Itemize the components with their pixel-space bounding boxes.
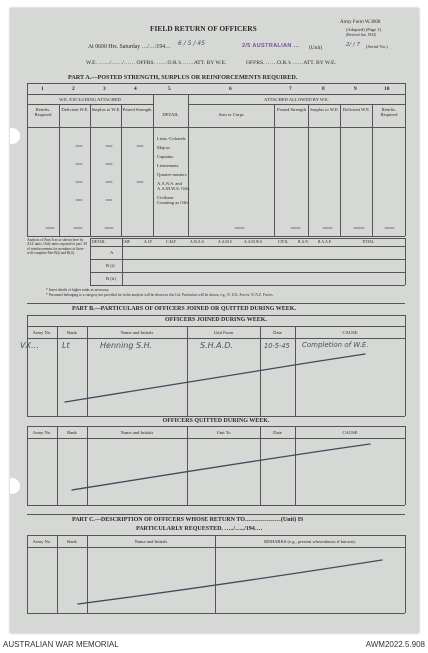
column-number: 10 — [384, 86, 390, 92]
header-deficient-att: Deficient W.E. — [342, 107, 371, 112]
header-reinfts-att: Reinfts. Required — [380, 107, 398, 118]
form-title: FIELD RETURN OF OFFICERS — [150, 24, 257, 33]
analysis-header: CIVIL — [278, 240, 289, 244]
part-c-heading: PART C.—DESCRIPTION OF OFFICERS WHOSE RETURN TO………………(Unit) IS — [72, 517, 304, 523]
pencil-dashes — [10, 8, 419, 248]
part-c-header: Name and Initials — [134, 539, 168, 544]
date-line: At 0600 Hrs. Saturday …/…/194… — [88, 44, 171, 50]
joined-cause: Completion of W.E. — [302, 341, 369, 349]
footnote-1: * Insert details of higher ranks as necessary. — [46, 288, 110, 292]
analysis-header: R.A.A.F. — [318, 240, 332, 244]
part-b-heading: PART B.—PARTICULARS OF OFFICERS JOINED OR QUITTED DURING WEEK. — [72, 306, 296, 312]
analysis-row-label: B (i) — [106, 263, 115, 268]
group-header-left: W.E. EXCLUDING ATTACHED — [59, 97, 121, 102]
rank-label: Captains — [157, 154, 174, 159]
header-posted-strength-att: Posted Strength — [277, 107, 306, 112]
column-number: 8 — [322, 86, 325, 92]
rank-label: A.A.N.S. and A.A.M.W.S. Offs. — [157, 181, 191, 192]
part-c-heading-2: PARTICULARLY REQUESTED. …../…../194…. — [136, 526, 263, 532]
analysis-header: TOTAL — [362, 240, 375, 244]
date-handwritten: 6 / 5 / 45 — [178, 40, 205, 47]
joined-header: CAUSE — [342, 330, 358, 335]
column-number: 5 — [168, 86, 171, 92]
unit-label: (Unit) — [309, 45, 323, 51]
joined-header: Name and Initials — [120, 330, 154, 335]
analysis-row-label: A — [110, 250, 114, 255]
header-deficient: Deficient W.E. — [61, 107, 89, 112]
quitted-header: CAUSE — [342, 430, 358, 435]
column-number: 7 — [289, 86, 292, 92]
offrs-line: OFFRS. ……O.R.'s ……ATT. BY W.E. — [246, 60, 336, 66]
column-number: 9 — [354, 86, 357, 92]
quitted-header: Unit To — [216, 430, 231, 435]
rank-label: Lieut.-Colonels — [157, 136, 186, 141]
analysis-header: CMF — [122, 240, 131, 244]
analysis-header: DETAIL — [92, 240, 106, 244]
rank-label: Lieutenants — [157, 163, 179, 168]
form-sheet — [10, 8, 419, 633]
rank-label: Majors — [157, 145, 171, 150]
footer-right: AWM2022.5.908 — [365, 640, 425, 649]
header-posted-strength: Posted Strength — [122, 107, 152, 112]
joined-header: Date — [273, 330, 282, 335]
footnote-2: * Personnel belonging to a category not provided for in the analysis will be shown in this Col. Particulars will be shown, e.g., N. U.K. Forces; N. N.Z. Forces. — [46, 293, 274, 297]
header-detail: DETAIL — [162, 112, 179, 117]
unit-stamp: 2/5 AUSTRALIAN … — [242, 43, 300, 49]
cross-out-line — [10, 348, 419, 408]
column-number: 3 — [103, 86, 106, 92]
analysis-header: A.W.A.S. — [190, 240, 205, 244]
quitted-header: Date — [273, 430, 282, 435]
part-c-header: Army No. — [32, 539, 52, 544]
analysis-header: A.A.M.S. — [218, 240, 233, 244]
quitted-header: Rank — [67, 430, 77, 435]
column-number: 2 — [72, 86, 75, 92]
part-c-header: REMARKS (e.g., present whereabouts if known). — [264, 539, 356, 544]
footer-left: AUSTRALIAN WAR MEMORIAL — [3, 640, 119, 649]
joined-title: OFFICERS JOINED DURING WEEK. — [165, 317, 267, 323]
analysis-header: R.A.N. — [298, 240, 309, 244]
we-line: W.E. ……/……/…… OFFRS. ……O.R.'s ……ATT. BY W.E. — [86, 60, 227, 66]
part-a-heading: PART A.—POSTED STRENGTH, SURPLUS OR REINFORCEMENTS REQUIRED. — [68, 74, 298, 81]
joined-header: Unit From — [213, 330, 234, 335]
form-number: Army Form W.3008 — [340, 20, 381, 25]
analysis-note: Analysis of Para A as to shown here by ALL units. Only units required to part. M of reinforcements for members of these will complete Part B(i) and B(ii). — [27, 238, 87, 255]
group-header-right: ATTACHED ALLOWED BY W.E. — [264, 97, 329, 102]
rank-label: Quarter-masters — [157, 172, 187, 177]
header-surplus-att: Surplus to W.E. — [310, 107, 339, 112]
quitted-title: OFFICERS QUITTED DURING WEEK. — [162, 418, 270, 424]
header-reinfts-required: Reinfts. Required — [34, 107, 52, 118]
form-adopted: (Adapted) (Page 1) — [346, 27, 382, 32]
joined-header: Army No. — [32, 330, 52, 335]
quitted-header: Name and Initials — [120, 430, 154, 435]
analysis-header: C.M.F. — [166, 240, 177, 244]
analysis-row-label: B (ii) — [106, 276, 116, 281]
form-revised: (Revised Jan. 1943) — [346, 33, 377, 37]
serial-value: 2/ / 7 — [346, 42, 360, 48]
analysis-header-row — [92, 240, 404, 244]
serial-label: (Serial No.) — [366, 44, 388, 49]
column-number: 6 — [229, 86, 232, 92]
joined-army-no: VX… — [20, 341, 39, 350]
column-number: 1 — [41, 86, 44, 92]
analysis-header — [342, 240, 362, 244]
joined-date: 10-5-45 — [264, 342, 290, 350]
header-surplus: Surplus to W.E. — [91, 107, 121, 112]
joined-header: Rank — [67, 330, 77, 335]
cross-out-line — [10, 438, 419, 498]
part-c-header: Rank — [67, 539, 77, 544]
header-arm-or-corps: Arm or Corps — [218, 112, 244, 117]
joined-rank: Lt — [62, 341, 70, 350]
analysis-header: A.A.M.W.S. — [244, 240, 263, 244]
rank-label: Civilians Counting as Offs. — [157, 195, 190, 206]
column-number: 4 — [134, 86, 137, 92]
joined-unit-from: S.H.A.D. — [200, 341, 234, 350]
joined-name: Henning S.H. — [100, 341, 153, 350]
analysis-header: A.I.F. — [144, 240, 153, 244]
quitted-header: Army No. — [32, 430, 52, 435]
cross-out-line — [10, 548, 419, 608]
